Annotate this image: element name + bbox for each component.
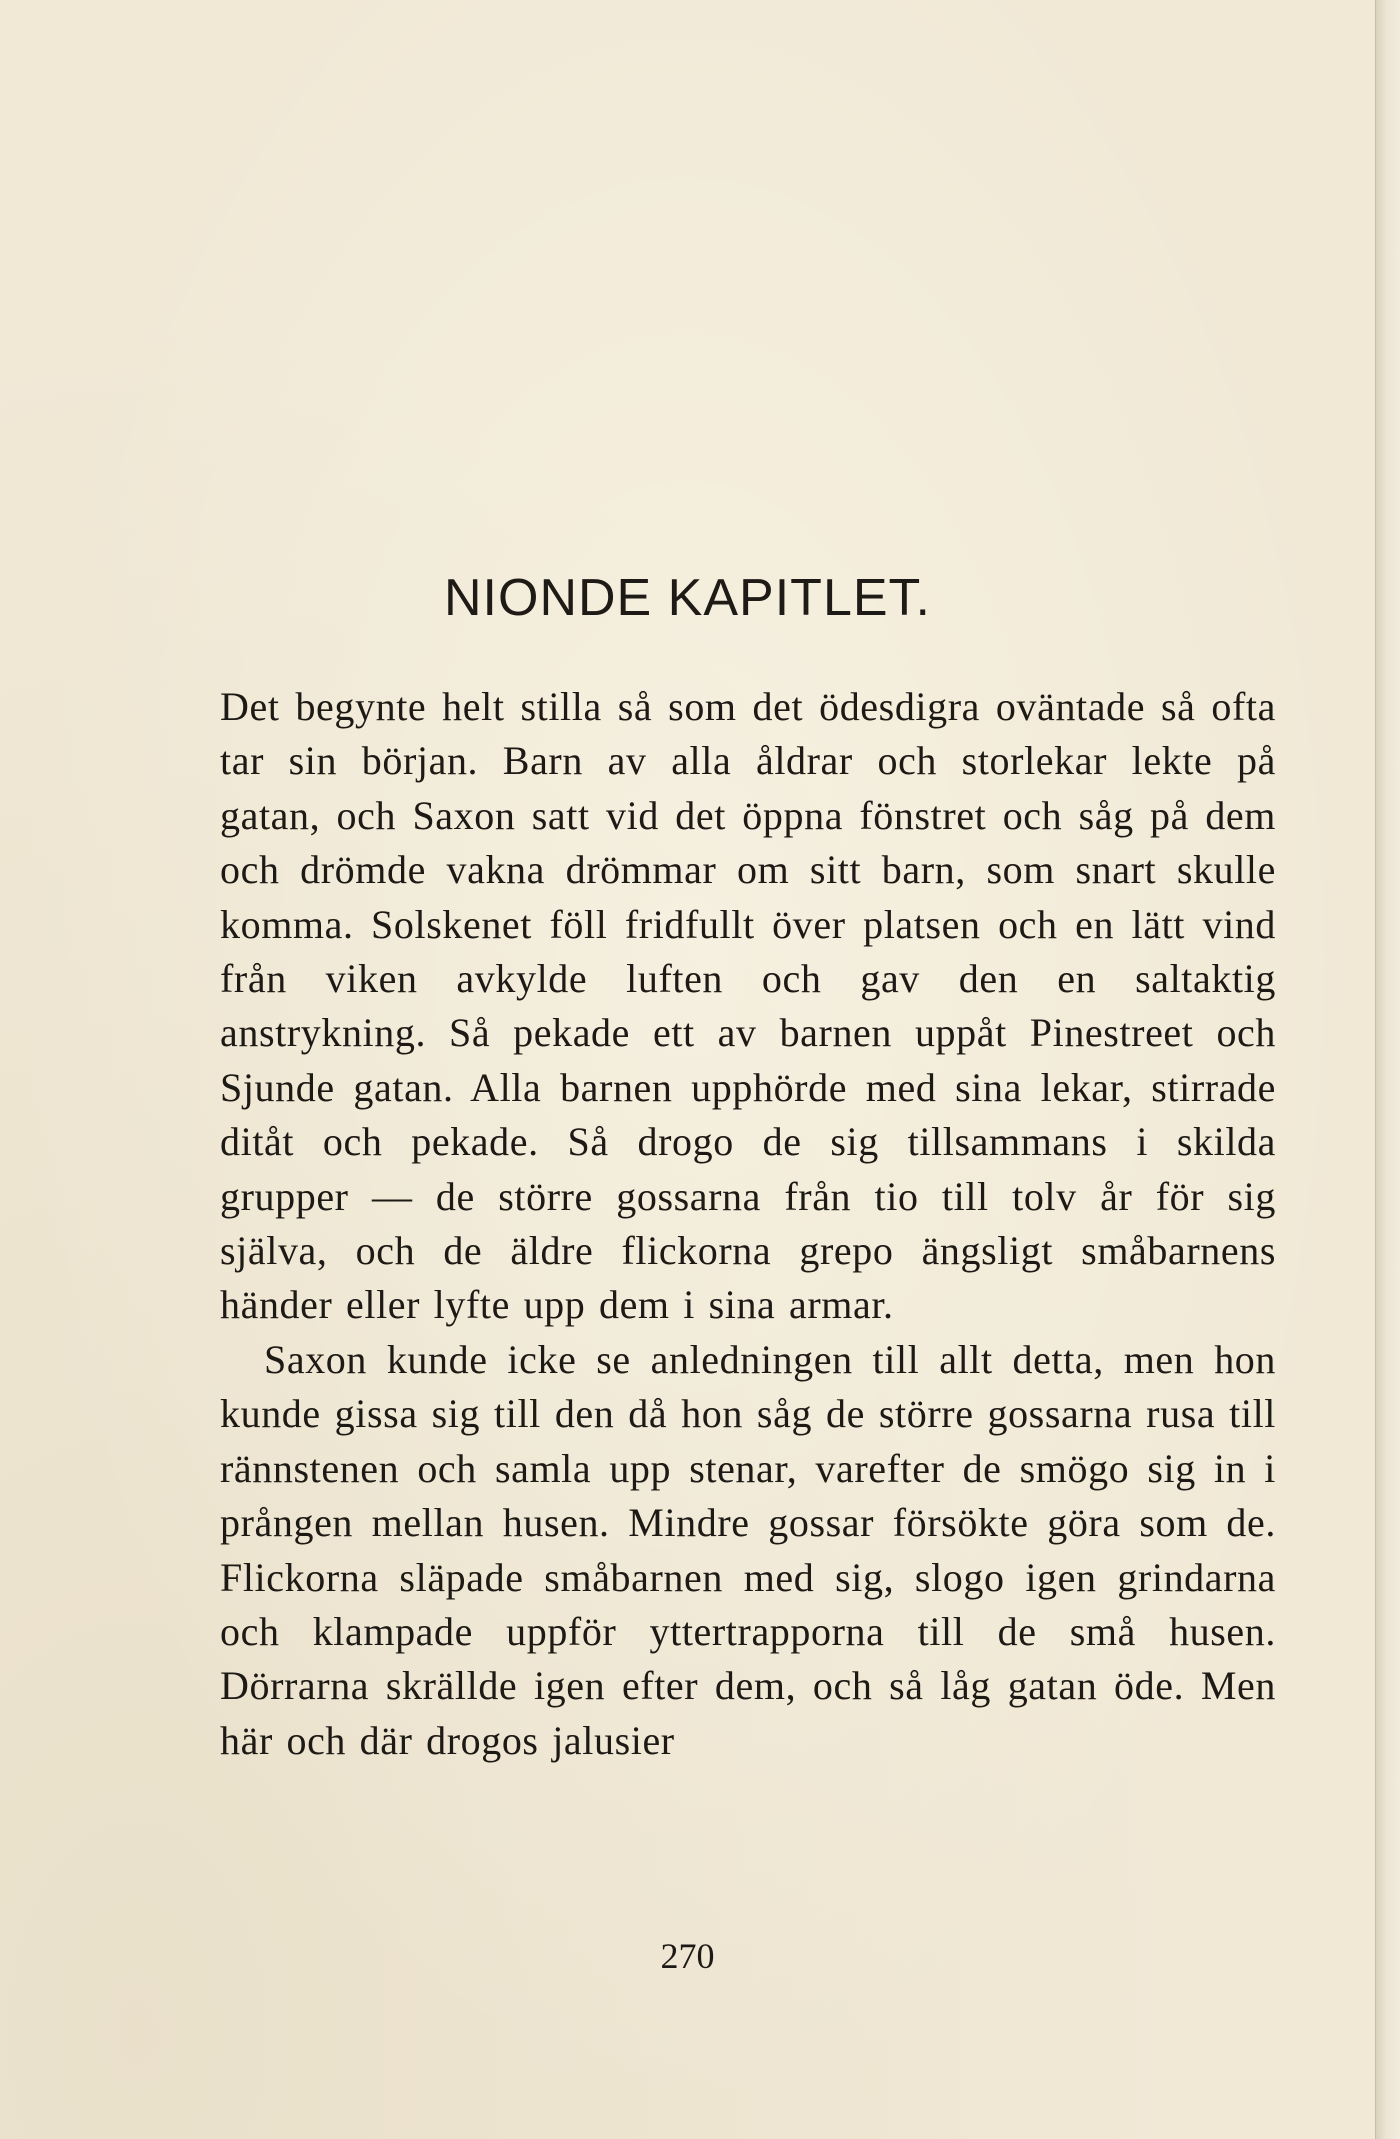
paragraph-1: Det begynte helt stilla så som det ödesdigra oväntade så ofta tar sin början. Barn av alla åldrar och storlekar lekte på gatan, och Saxon satt vid det öppna fönstret och såg på dem och drömde vakna drömmar om sitt barn, som snart skulle komma. Solskenet föll fridfullt över platsen och en lätt vind från viken avkylde luften och gav den en saltaktig anstrykning. Så pekade ett av barnen uppåt Pinestreet och Sjunde gatan. Alla barnen upphörde med sina lekar, stirrade ditåt och pekade. Så drogo de sig tillsammans i skilda grupper — de större gossarna från tio till tolv år för sig själva, och de äldre flickorna grepo ängsligt småbarnens händer eller lyfte upp dem i sina armar. [220, 684, 1276, 1328]
chapter-title: NIONDE KAPITLET. [444, 569, 931, 627]
paragraph-2: Saxon kunde icke se anledningen till allt detta, men hon kunde gissa sig till den då hon såg de större gossarna rusa till rännstenen och samla upp stenar, varefter de smögo sig in i prången mellan husen. Mindre gossar försökte göra som de. Flickorna släpade småbarnen med sig, slogo igen grindarna och klampade uppför yttertrapporna till de små husen. Dörrarna skrällde igen efter dem, och så låg gatan öde. Men här och där drogos jalusier [220, 1336, 1276, 1763]
page-edge [1375, 0, 1400, 2139]
body-text [220, 680, 1276, 1768]
page-number: 270 [660, 1936, 715, 1976]
